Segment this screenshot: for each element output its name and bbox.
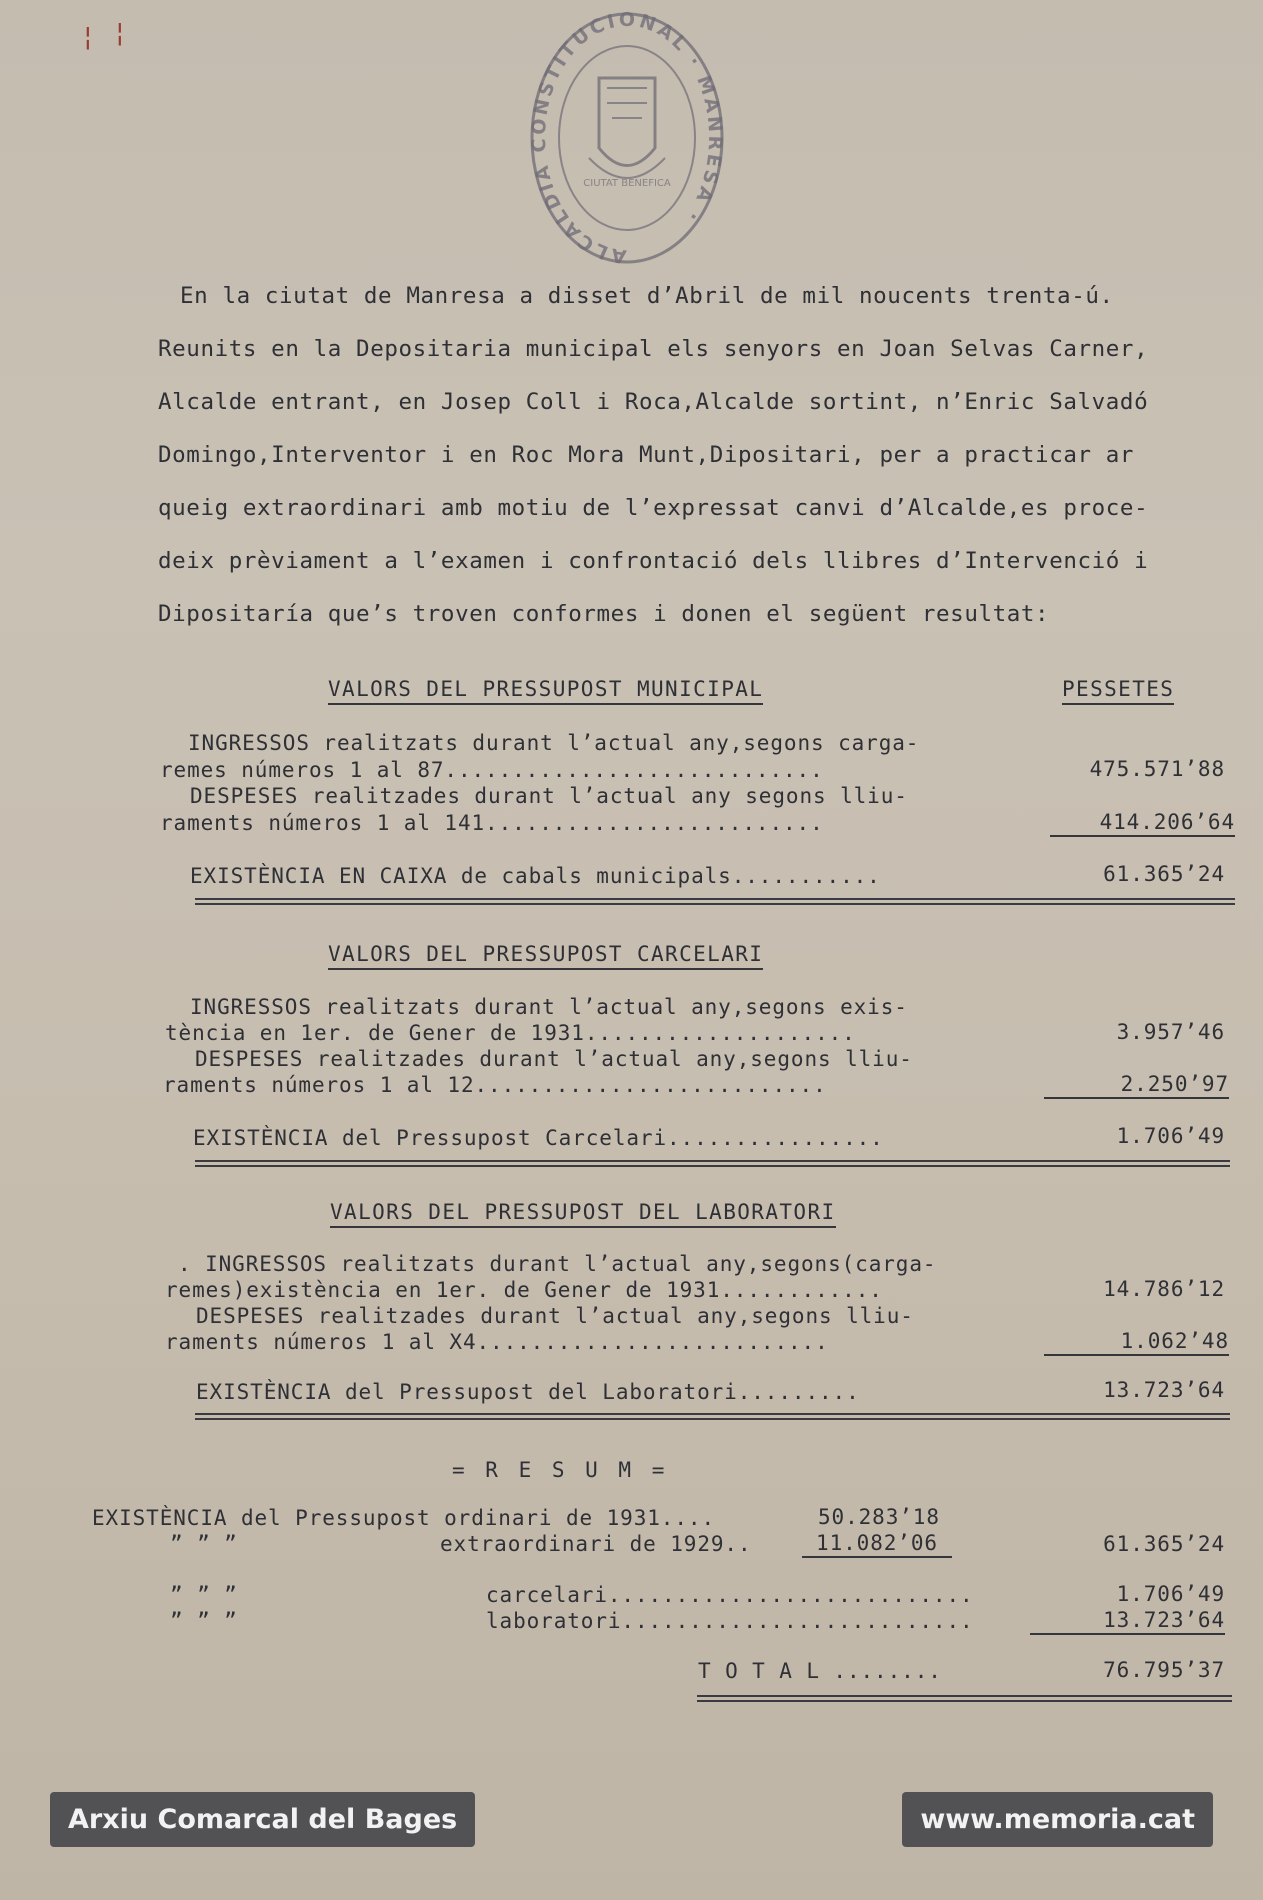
laboratori-existencia-label: EXISTÈNCIA del Pressupost del Laboratori......... xyxy=(196,1380,860,1404)
resum-carcelari-label: carcelari........................... xyxy=(486,1583,974,1607)
svg-text:ALCALDIA CONSTITUCIONAL · MANR: ALCALDIA CONSTITUCIONAL · MANRESA · xyxy=(527,8,727,268)
double-rule xyxy=(195,1160,1230,1167)
laboratori-despeses-line1: DESPESES realitzades durant l’actual any,segons lliu- xyxy=(196,1304,914,1328)
resum-carcelari-amount: 1.706’49 xyxy=(1116,1582,1225,1606)
municipal-ingressos-line2: remes números 1 al 87............................ xyxy=(160,758,824,782)
carcelari-ingressos-amount: 3.957’46 xyxy=(1116,1020,1225,1044)
double-rule xyxy=(697,1695,1232,1702)
archive-credit-badge: Arxiu Comarcal del Bages xyxy=(50,1792,475,1847)
intro-line: queig extraordinari amb motiu de l’expressat canvi d’Alcalde,es proce- xyxy=(158,495,1149,521)
laboratori-ingressos-amount: 14.786’12 xyxy=(1103,1277,1225,1301)
municipal-existencia-amount: 61.365’24 xyxy=(1103,862,1225,886)
carcelari-despeses-line2: raments números 1 al 12.......................... xyxy=(163,1073,827,1097)
municipal-ingressos-line1: INGRESSOS realitzats durant l’actual any,segons carga- xyxy=(188,731,920,755)
section-heading-municipal: VALORS DEL PRESSUPOST MUNICIPAL xyxy=(328,677,763,705)
municipal-despeses-line2: raments números 1 al 141......................... xyxy=(160,811,824,835)
red-margin-mark: ¦ xyxy=(80,22,96,52)
intro-line: Dipositaría que’s troven conformes i donen el següent resultat: xyxy=(158,601,1050,627)
carcelari-despeses-line1: DESPESES realitzades durant l’actual any,segons lliu- xyxy=(195,1047,913,1071)
double-rule xyxy=(195,1413,1230,1420)
resum-ordinari-amount: 50.283’18 xyxy=(818,1505,940,1529)
resum-ditto-marks: ” ” ” xyxy=(170,1532,238,1556)
resum-laboratori-label: laboratori.......................... xyxy=(486,1609,974,1633)
resum-total-amount: 76.795’37 xyxy=(1103,1658,1225,1682)
svg-text:CIUTAT BENEFICA: CIUTAT BENEFICA xyxy=(583,178,671,189)
currency-header: PESSETES xyxy=(1062,677,1174,705)
municipal-ingressos-amount: 475.571’88 xyxy=(1089,757,1225,781)
municipal-despeses-line1: DESPESES realitzades durant l’actual any segons lliu- xyxy=(190,784,908,808)
intro-line: deix prèviament a l’examen i confrontació dels llibres d’Intervenció i xyxy=(158,548,1149,574)
resum-total-label: T O T A L ........ xyxy=(698,1659,942,1683)
carcelari-existencia-amount: 1.706’49 xyxy=(1116,1124,1225,1148)
carcelari-ingressos-line1: INGRESSOS realitzats durant l’actual any,segons exis- xyxy=(190,995,908,1019)
laboratori-despeses-amount: 1.062’48 xyxy=(1044,1329,1229,1356)
resum-extraordinari-amount: 11.082’06 xyxy=(802,1531,952,1558)
carcelari-existencia-label: EXISTÈNCIA del Pressupost Carcelari................ xyxy=(193,1126,884,1150)
intro-line: Reunits en la Depositaria municipal els senyors en Joan Selvas Carner, xyxy=(158,336,1149,362)
website-credit-badge: www.memoria.cat xyxy=(902,1792,1213,1847)
resum-extraordinari-label: extraordinari de 1929.. xyxy=(440,1532,752,1556)
resum-ditto-marks: ” ” ” xyxy=(170,1583,238,1607)
carcelari-ingressos-line2: tència en 1er. de Gener de 1931.................... xyxy=(165,1021,856,1045)
resum-subtotal-ordinari: 61.365’24 xyxy=(1103,1532,1225,1556)
resum-ditto-marks: ” ” ” xyxy=(170,1609,238,1633)
intro-line: Domingo,Interventor i en Roc Mora Munt,Dipositari, per a practicar ar xyxy=(158,442,1135,468)
section-heading-laboratori: VALORS DEL PRESSUPOST DEL LABORATORI xyxy=(330,1200,836,1228)
resum-heading: = R E S U M = xyxy=(452,1458,669,1482)
double-rule xyxy=(195,898,1235,905)
laboratori-ingressos-line2: remes)existència en 1er. de Gener de 1931............ xyxy=(165,1278,883,1302)
laboratori-ingressos-line1: . INGRESSOS realitzats durant l’actual any,segons(carga- xyxy=(178,1252,937,1276)
resum-laboratori-amount: 13.723’64 xyxy=(1030,1608,1225,1635)
municipal-seal-stamp xyxy=(527,8,727,273)
resum-ordinari-label: EXISTÈNCIA del Pressupost ordinari de 1931.... xyxy=(92,1506,715,1530)
carcelari-despeses-amount: 2.250’97 xyxy=(1044,1072,1229,1099)
intro-line: En la ciutat de Manresa a disset d’Abril de mil noucents trenta-ú. xyxy=(180,283,1114,309)
section-heading-carcelari: VALORS DEL PRESSUPOST CARCELARI xyxy=(328,942,763,970)
municipal-existencia-label: EXISTÈNCIA EN CAIXA de cabals municipals........... xyxy=(190,864,881,888)
municipal-despeses-amount: 414.206’64 xyxy=(1050,810,1235,837)
laboratori-despeses-line2: raments números 1 al X4.......................... xyxy=(165,1330,829,1354)
laboratori-existencia-amount: 13.723’64 xyxy=(1103,1378,1225,1402)
red-margin-mark: ¦ xyxy=(112,18,128,48)
intro-line: Alcalde entrant, en Josep Coll i Roca,Alcalde sortint, n’Enric Salvadó xyxy=(158,389,1149,415)
